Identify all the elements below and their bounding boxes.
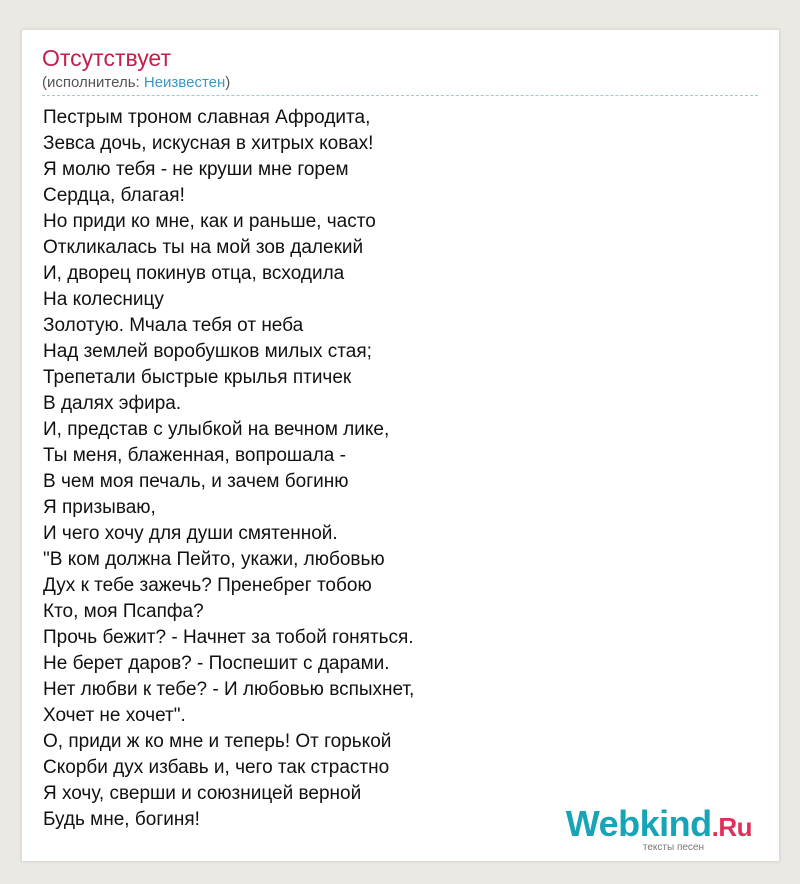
lyric-line: Я молю тебя - не круши мне горем	[43, 159, 349, 180]
logo-tld: .Ru	[711, 812, 752, 842]
lyric-line: Дух к тебе зажечь? Пренебрег тобою	[43, 575, 372, 596]
lyric-line: Нет любви к тебе? - И любовью вспыхнет,	[43, 679, 415, 700]
dashed-divider	[42, 95, 758, 96]
lyric-line: Зевса дочь, искусная в хитрых ковах!	[43, 133, 374, 154]
artist-prefix: (исполнитель:	[42, 74, 144, 91]
lyric-line: Трепетали быстрые крылья птичек	[43, 367, 352, 388]
lyric-line: Но приди ко мне, как и раньше, часто	[43, 211, 376, 232]
site-logo[interactable]	[566, 805, 752, 853]
logo-wordmark	[566, 805, 752, 846]
artist-suffix: )	[225, 74, 231, 91]
lyric-line: Ты меня, блаженная, вопрошала -	[43, 445, 346, 466]
song-title: Отсутствует	[42, 45, 171, 71]
lyric-line: В далях эфира.	[43, 393, 182, 414]
lyrics-card	[21, 29, 780, 862]
lyric-line: Сердца, благая!	[43, 185, 185, 206]
lyric-line: Будь мне, богиня!	[43, 809, 200, 830]
logo-name: Webkind	[565, 803, 712, 844]
lyric-line: Я призываю,	[43, 497, 156, 518]
lyric-line: Откликалась ты на мой зов далекий	[43, 237, 364, 258]
logo-tagline: тексты песен	[642, 842, 704, 853]
lyric-line: В чем моя печаль, и зачем богиню	[43, 471, 349, 492]
lyric-line: Хочет не хочет".	[43, 705, 186, 726]
lyrics-text	[43, 105, 414, 833]
lyric-line: И чего хочу для души смятенной.	[43, 523, 338, 544]
lyric-line: Я хочу, сверши и союзницей верной	[43, 783, 362, 804]
lyric-line: Не берет даров? - Поспешит с дарами.	[43, 653, 390, 674]
lyric-line: Золотую. Мчала тебя от неба	[43, 315, 304, 336]
lyric-line: "В ком должна Пейто, укажи, любовью	[43, 549, 385, 570]
lyric-line: Пестрым троном славная Афродита,	[43, 107, 371, 128]
lyric-line: Прочь бежит? - Начнет за тобой гоняться.	[43, 627, 414, 648]
artist-link[interactable]: Неизвестен	[143, 74, 226, 91]
lyric-line: Над землей воробушков милых стая;	[43, 341, 372, 362]
lyric-line: О, приди ж ко мне и теперь! От горькой	[43, 731, 392, 752]
artist-line	[42, 74, 230, 92]
lyric-line: И, дворец покинув отца, всходила	[43, 263, 345, 284]
lyric-line: На колесницу	[43, 289, 164, 310]
lyric-line: Скорби дух избавь и, чего так страстно	[43, 757, 390, 778]
lyric-line: Кто, моя Псапфа?	[43, 601, 204, 622]
lyric-line: И, представ с улыбкой на вечном лике,	[43, 419, 390, 440]
